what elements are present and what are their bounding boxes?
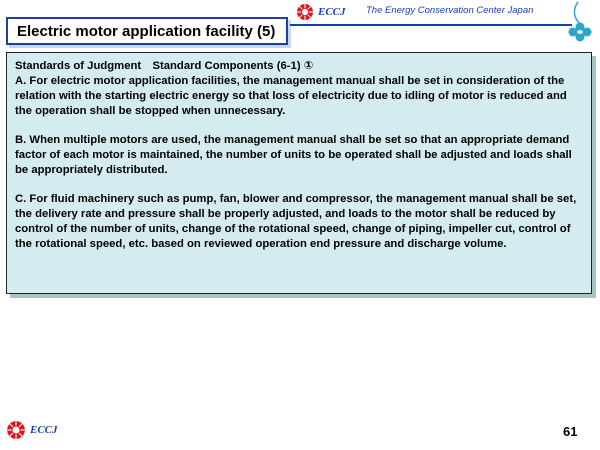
standards-content-box: [6, 52, 592, 294]
header-logo: [296, 3, 346, 21]
page-number: 61: [563, 424, 578, 439]
paragraph-b: B. When multiple motors are used, the management manual shall be set so that an appropriate demand factor of each motor is maintained, the number of units to be operated shall be adjusted and loads shall be appropriately distributed.: [15, 134, 572, 176]
footer-logo-text: ECCJ: [30, 424, 58, 436]
paragraph-a: A. For electric motor application facilities, the management manual shall be set in consideration of the relation with the starting electric energy so that loss of electricity due to idling of motor is reduced and the operation shall be stopped when unnecessary.: [15, 75, 567, 117]
clover-emblem-icon: [560, 0, 600, 42]
header-divider: [290, 24, 572, 26]
slide-title-box: [6, 17, 288, 45]
standards-heading: Standards of Judgment Standard Components (6-1) ①: [15, 60, 314, 72]
footer-logo: [6, 420, 58, 440]
eccj-sun-logo-icon: [296, 3, 314, 21]
header-logo-text: ECCJ: [318, 6, 346, 18]
paragraph-c: C. For fluid machinery such as pump, fan, blower and compressor, the management manual shall be set, the delivery rate and pressure shall be properly adjusted, and loads to the motor shall be reduced by control of the number of units, change of the rotational speed, change of piping, impeller cut, control of the rotational speed, etc. based on reviewed operation end pressure and discharge volume.: [15, 193, 577, 250]
organization-name: The Energy Conservation Center Japan: [366, 5, 534, 16]
slide-title: Electric motor application facility (5): [17, 22, 276, 40]
eccj-sun-logo-icon: [6, 420, 26, 440]
